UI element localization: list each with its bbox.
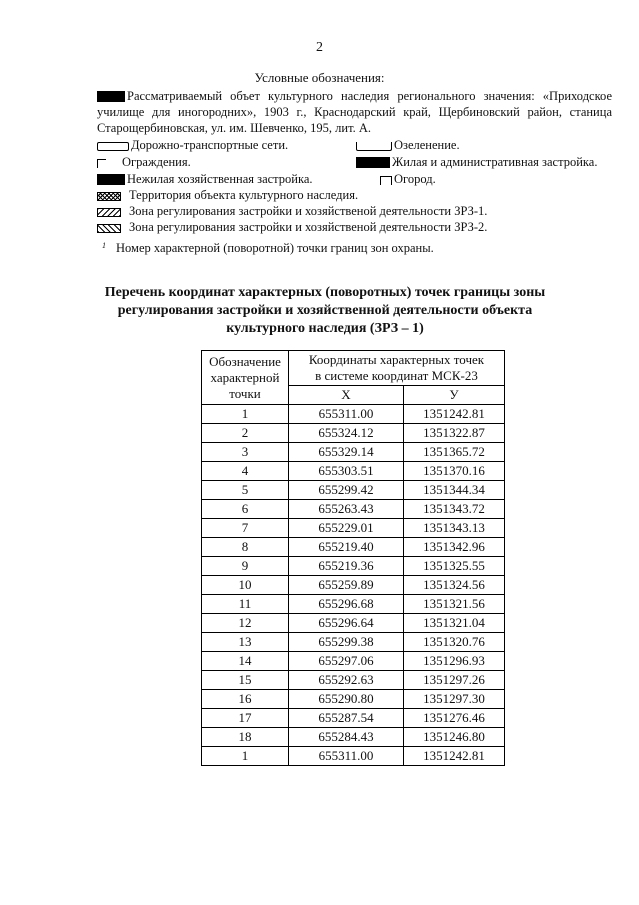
- x-coordinate-cell: 655299.42: [289, 481, 404, 500]
- table-row: [202, 481, 505, 500]
- road-symbol-icon: [97, 142, 129, 151]
- table-row: [202, 462, 505, 481]
- x-coordinate-cell: 655324.12: [289, 424, 404, 443]
- y-coordinate-cell: 1351276.46: [404, 709, 505, 728]
- x-coordinate-cell: 655290.80: [289, 690, 404, 709]
- x-coordinate-cell: 655296.64: [289, 614, 404, 633]
- point-number-cell: 9: [202, 557, 289, 576]
- table-row: [202, 633, 505, 652]
- y-coordinate-cell: 1351246.80: [404, 728, 505, 747]
- zone1-symbol-icon: [97, 208, 121, 217]
- table-row: [202, 671, 505, 690]
- table-row: [202, 728, 505, 747]
- page-number: 2: [316, 40, 323, 55]
- legend-main-text: Рассматриваемый объет культурного наследия регионального значения: «Приходское училище для иногородних», 1903 г., Краснодарский край, Щербиновский район, станица Старощербиновская, ул. им. Шевченко, 195, лит. А.: [97, 89, 612, 135]
- coordinates-table: [201, 350, 505, 766]
- table-body: [202, 405, 505, 766]
- point-number-cell: 18: [202, 728, 289, 747]
- point-number-cell: 15: [202, 671, 289, 690]
- table-row: [202, 690, 505, 709]
- point-number-cell: 4: [202, 462, 289, 481]
- legend-nonresidential: Нежилая хозяйственная застройка.: [97, 171, 313, 187]
- point-number-cell: 6: [202, 500, 289, 519]
- legend-title: Условные обозначения:: [254, 70, 385, 85]
- x-coordinate-cell: 655329.14: [289, 443, 404, 462]
- point-number-cell: 16: [202, 690, 289, 709]
- table-row: [202, 709, 505, 728]
- header-x: X: [289, 386, 404, 405]
- y-coordinate-cell: 1351344.34: [404, 481, 505, 500]
- point-number-cell: 12: [202, 614, 289, 633]
- x-coordinate-cell: 655296.68: [289, 595, 404, 614]
- point-number-cell: 17: [202, 709, 289, 728]
- table-row: [202, 519, 505, 538]
- x-coordinate-cell: 655303.51: [289, 462, 404, 481]
- x-coordinate-cell: 655297.06: [289, 652, 404, 671]
- y-coordinate-cell: 1351343.72: [404, 500, 505, 519]
- y-coordinate-cell: 1351297.30: [404, 690, 505, 709]
- table-row: [202, 614, 505, 633]
- y-coordinate-cell: 1351242.81: [404, 405, 505, 424]
- y-coordinate-cell: 1351242.81: [404, 747, 505, 766]
- table-row: [202, 443, 505, 462]
- table-row: [202, 424, 505, 443]
- x-coordinate-cell: 655311.00: [289, 405, 404, 424]
- x-coordinate-cell: 655299.38: [289, 633, 404, 652]
- x-coordinate-cell: 655284.43: [289, 728, 404, 747]
- header-y: У: [404, 386, 505, 405]
- point-number-cell: 10: [202, 576, 289, 595]
- y-coordinate-cell: 1351321.04: [404, 614, 505, 633]
- point-number-cell: 7: [202, 519, 289, 538]
- point-number-cell: 5: [202, 481, 289, 500]
- point-number-cell: 2: [202, 424, 289, 443]
- y-coordinate-cell: 1351297.26: [404, 671, 505, 690]
- point-number-cell: 14: [202, 652, 289, 671]
- y-coordinate-cell: 1351342.96: [404, 538, 505, 557]
- fence-symbol-icon: [97, 159, 106, 168]
- table-row: [202, 538, 505, 557]
- y-coordinate-cell: 1351320.76: [404, 633, 505, 652]
- x-coordinate-cell: 655219.40: [289, 538, 404, 557]
- legend-zone1: Зона регулирования застройки и хозяйственой деятельности ЗРЗ-1.: [97, 203, 487, 219]
- y-coordinate-cell: 1351322.87: [404, 424, 505, 443]
- point-number-cell: 13: [202, 633, 289, 652]
- table-heading: Перечень координат характерных (поворотных) точек границы зоны регулирования застройки и хозяйственной деятельности объекта культурного наследия (ЗРЗ – 1): [104, 285, 546, 336]
- nonresidential-symbol-icon: [97, 174, 125, 185]
- y-coordinate-cell: 1351296.93: [404, 652, 505, 671]
- x-coordinate-cell: 655292.63: [289, 671, 404, 690]
- y-coordinate-cell: 1351370.16: [404, 462, 505, 481]
- legend-garden: Огород.: [380, 171, 436, 187]
- legend-residential: Жилая и административная застройка.: [356, 154, 597, 170]
- table-row: [202, 576, 505, 595]
- table-row: [202, 652, 505, 671]
- x-coordinate-cell: 655259.89: [289, 576, 404, 595]
- y-coordinate-cell: 1351343.13: [404, 519, 505, 538]
- garden-symbol-icon: [380, 176, 392, 185]
- header-coordinates: Координаты характерных точек в системе координат МСК-23: [289, 351, 505, 386]
- legend-heritage-territory: Территория объекта культурного наследия.: [97, 187, 358, 203]
- legend-point: $^1$ Номер характерной (поворотной) точки границ зон охраны.: [102, 241, 434, 255]
- y-coordinate-cell: 1351325.55: [404, 557, 505, 576]
- greenery-symbol-icon: [356, 142, 392, 151]
- table-row: [202, 500, 505, 519]
- table-row: [202, 747, 505, 766]
- zone2-symbol-icon: [97, 224, 121, 233]
- legend-fence: Ограждения.: [97, 154, 191, 170]
- x-coordinate-cell: 655219.36: [289, 557, 404, 576]
- x-coordinate-cell: 655311.00: [289, 747, 404, 766]
- legend-greenery: Озеленение.: [356, 137, 460, 153]
- legend-main-item: [97, 88, 612, 136]
- table-row: [202, 595, 505, 614]
- y-coordinate-cell: 1351365.72: [404, 443, 505, 462]
- header-point: Обозначение характерной точки: [202, 351, 289, 405]
- point-number-cell: 1: [202, 405, 289, 424]
- x-coordinate-cell: 655229.01: [289, 519, 404, 538]
- heritage-object-symbol-icon: [97, 91, 125, 102]
- heritage-territory-symbol-icon: [97, 192, 121, 201]
- point-number-cell: 1: [202, 747, 289, 766]
- y-coordinate-cell: 1351324.56: [404, 576, 505, 595]
- point-number-cell: 3: [202, 443, 289, 462]
- residential-symbol-icon: [356, 157, 390, 168]
- point-number-cell: 11: [202, 595, 289, 614]
- legend-road: Дорожно-транспортные сети.: [97, 137, 288, 153]
- table-row: [202, 557, 505, 576]
- point-number-symbol-icon: 1: [102, 241, 106, 250]
- x-coordinate-cell: 655287.54: [289, 709, 404, 728]
- table-row: [202, 405, 505, 424]
- point-number-cell: 8: [202, 538, 289, 557]
- legend-zone2: Зона регулирования застройки и хозяйственой деятельности ЗРЗ-2.: [97, 219, 487, 235]
- y-coordinate-cell: 1351321.56: [404, 595, 505, 614]
- x-coordinate-cell: 655263.43: [289, 500, 404, 519]
